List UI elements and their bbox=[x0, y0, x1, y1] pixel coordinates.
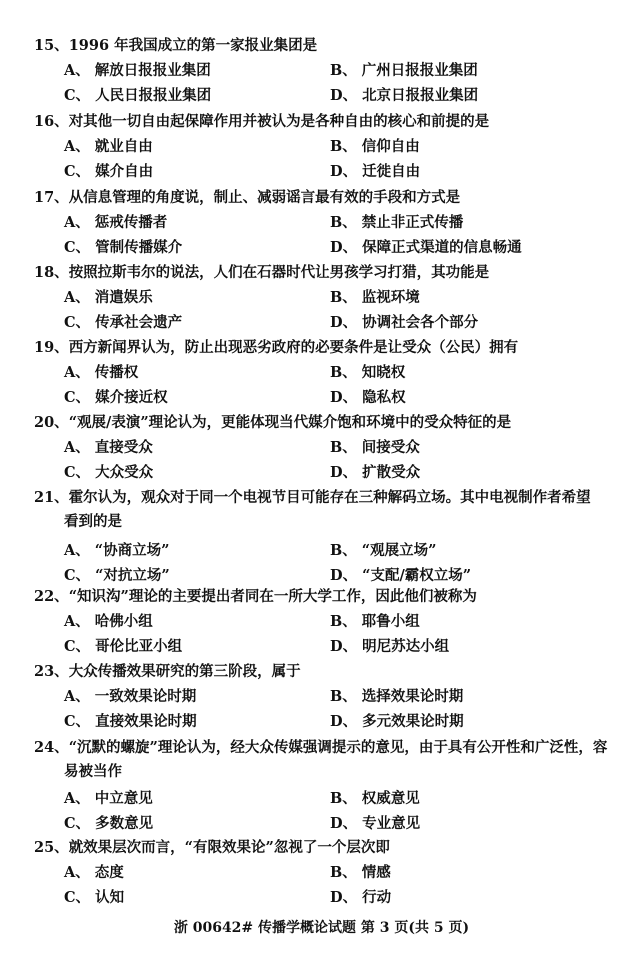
question-17 bbox=[34, 186, 624, 260]
question-25 bbox=[34, 836, 624, 910]
question-stem: 19、西方新闻界认为，防止出现恶劣政府的必要条件是让受众（公民）拥有 bbox=[34, 339, 519, 356]
option-b: B、 耶鲁小组 bbox=[330, 613, 420, 630]
option-d: D、 隐私权 bbox=[330, 389, 406, 406]
option-a: A、 一致效果论时期 bbox=[64, 688, 197, 705]
option-b: B、 间接受众 bbox=[330, 439, 420, 456]
option-b: B、 广州日报报业集团 bbox=[330, 62, 478, 79]
question-stem: 18、按照拉斯韦尔的说法，人们在石器时代让男孩学习打猎，其功能是 bbox=[34, 264, 490, 281]
question-stem: 22、“知识沟”理论的主要提出者同在一所大学工作，因此他们被称为 bbox=[34, 588, 477, 605]
option-c: C、 “对抗立场” bbox=[64, 567, 170, 584]
option-d: D、 “支配/霸权立场” bbox=[330, 567, 472, 584]
question-stem-continued: 看到的是 bbox=[64, 513, 122, 530]
question-22 bbox=[34, 585, 624, 659]
option-d: D、 保障正式渠道的信息畅通 bbox=[330, 239, 522, 256]
question-18 bbox=[34, 261, 624, 335]
option-a: A、 消遣娱乐 bbox=[64, 289, 153, 306]
question-21 bbox=[34, 486, 624, 588]
option-c: C、 媒介自由 bbox=[64, 163, 154, 180]
option-b: B、 知晓权 bbox=[330, 364, 406, 381]
option-a: A、 “协商立场” bbox=[64, 542, 170, 559]
question-24 bbox=[34, 736, 624, 836]
option-a: A、 态度 bbox=[64, 864, 124, 881]
question-19 bbox=[34, 336, 624, 410]
option-b: B、 情感 bbox=[330, 864, 391, 881]
option-a: A、 就业自由 bbox=[64, 138, 153, 155]
question-23 bbox=[34, 660, 624, 734]
question-stem: 20、“观展/表演”理论认为，更能体现当代媒介饱和环境中的受众特征的是 bbox=[34, 414, 512, 431]
option-c: C、 人民日报报业集团 bbox=[64, 87, 212, 104]
question-stem-continued: 易被当作 bbox=[64, 763, 122, 780]
question-stem: 17、从信息管理的角度说，制止、减弱谣言最有效的手段和方式是 bbox=[34, 189, 461, 206]
option-b: B、 禁止非正式传播 bbox=[330, 214, 464, 231]
option-b: B、 监视环境 bbox=[330, 289, 420, 306]
question-stem: 24、“沉默的螺旋”理论认为，经大众传媒强调提示的意见，由于具有公开性和广泛性，容 bbox=[34, 739, 608, 756]
option-c: C、 大众受众 bbox=[64, 464, 154, 481]
option-b: B、 权威意见 bbox=[330, 790, 420, 807]
page-footer: 浙 00642# 传播学概论试题 第 3 页(共 5 页) bbox=[173, 920, 470, 936]
option-d: D、 多元效果论时期 bbox=[330, 713, 464, 730]
option-d: D、 迁徙自由 bbox=[330, 163, 421, 180]
option-c: C、 直接效果论时期 bbox=[64, 713, 197, 730]
option-a: A、 哈佛小组 bbox=[64, 613, 153, 630]
question-stem: 16、对其他一切自由起保障作用并被认为是各种自由的核心和前提的是 bbox=[34, 113, 490, 130]
option-b: B、 “观展立场” bbox=[330, 542, 437, 559]
question-16 bbox=[34, 110, 624, 184]
question-15 bbox=[34, 34, 624, 108]
option-d: D、 专业意见 bbox=[330, 815, 421, 832]
option-a: A、 中立意见 bbox=[64, 790, 153, 807]
option-a: A、 解放日报报业集团 bbox=[64, 62, 211, 79]
option-c: C、 认知 bbox=[64, 889, 125, 906]
option-c: C、 多数意见 bbox=[64, 815, 154, 832]
option-d: D、 扩散受众 bbox=[330, 464, 421, 481]
option-a: A、 直接受众 bbox=[64, 439, 153, 456]
question-stem: 23、大众传播效果研究的第三阶段，属于 bbox=[34, 663, 301, 680]
option-d: D、 行动 bbox=[330, 889, 392, 906]
option-b: B、 选择效果论时期 bbox=[330, 688, 464, 705]
option-c: C、 哥伦比亚小组 bbox=[64, 638, 183, 655]
option-b: B、 信仰自由 bbox=[330, 138, 420, 155]
question-stem: 15、1996 年我国成立的第一家报业集团是 bbox=[34, 37, 318, 54]
question-stem: 21、霍尔认为，观众对于同一个电视节目可能存在三种解码立场。其中电视制作者希望 bbox=[34, 489, 591, 506]
option-a: A、 传播权 bbox=[64, 364, 139, 381]
option-c: C、 媒介接近权 bbox=[64, 389, 168, 406]
option-d: D、 协调社会各个部分 bbox=[330, 314, 479, 331]
option-a: A、 惩戒传播者 bbox=[64, 214, 168, 231]
option-d: D、 北京日报报业集团 bbox=[330, 87, 479, 104]
option-c: C、 管制传播媒介 bbox=[64, 239, 183, 256]
option-d: D、 明尼苏达小组 bbox=[330, 638, 450, 655]
option-c: C、 传承社会遗产 bbox=[64, 314, 183, 331]
question-20 bbox=[34, 411, 624, 485]
question-stem: 25、就效果层次而言，“有限效果论”忽视了一个层次即 bbox=[34, 839, 390, 856]
